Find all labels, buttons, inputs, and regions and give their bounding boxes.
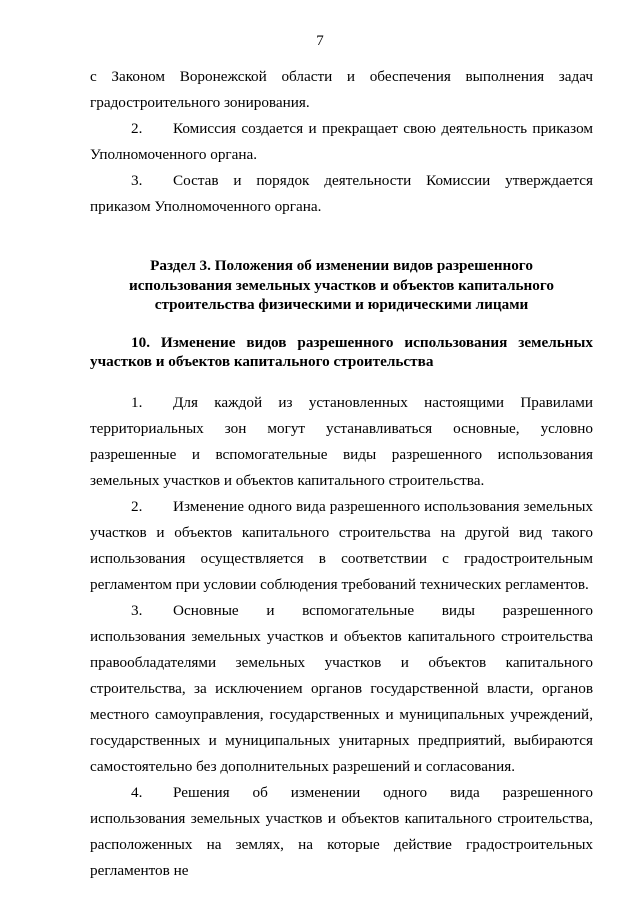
document-body — [90, 64, 593, 884]
paragraph-text: Комиссия создается и прекращает свою деятельность приказом Уполномоченного органа. — [90, 120, 593, 163]
section-title-line: Раздел 3. Положения об изменении видов разрешенного — [150, 257, 533, 274]
paragraph-clause-2 — [90, 116, 593, 168]
paragraph-clause-3 — [90, 168, 593, 220]
clause-number: 2. — [131, 120, 143, 137]
paragraph-article-clause-4 — [90, 780, 593, 884]
spacer — [90, 315, 593, 333]
paragraph-article-clause-3 — [90, 598, 593, 780]
paragraph-text: Состав и порядок деятельности Комиссии утверждается приказом Уполномоченного органа. — [90, 172, 593, 215]
clause-number: 1. — [131, 393, 143, 411]
paragraph-continuation — [90, 64, 593, 116]
spacer — [90, 220, 593, 256]
section-heading — [90, 256, 593, 315]
section-title-line: использования земельных участков и объектов капитального — [129, 276, 554, 294]
clause-number: 2. — [131, 497, 143, 515]
paragraph-text: Изменение одного вида разрешенного использования земельных участков и объектов капитального строительства на другой вид такого использования осуществляется в соответствии с градостроительным регламентом при условии соблюдения требований технических регламентов. — [90, 497, 593, 593]
clause-number: 3. — [131, 172, 143, 189]
paragraph-text: Для каждой из установленных настоящими Правилами территориальных зон могут устанавливаться основные, условно разрешенные и вспомогательные виды разрешенного использования земельных участков и объектов капитального строительства. — [90, 393, 593, 489]
spacer — [90, 372, 593, 390]
paragraph-article-clause-1 — [90, 390, 593, 494]
section-title-line: строительства физическими и юридическими лицами — [154, 296, 529, 313]
page-number: 7 — [316, 33, 324, 49]
paragraph-article-clause-2 — [90, 494, 593, 598]
paragraph-text: с Законом Воронежской области и обеспечения выполнения задач градостроительного зонирования. — [90, 68, 593, 111]
clause-number: 3. — [131, 601, 143, 619]
paragraph-text: Решения об изменении одного вида разрешенного использования земельных участков и объектов капитального строительства, расположенных на землях, на которые действие градостроительных регламентов не — [90, 783, 593, 879]
paragraph-text: Основные и вспомогательные виды разрешенного использования земельных участков и объектов капитального строительства правообладателями земельных участков и объектов капитального строительства, за исключением органов государственной власти, органов местного самоуправления, государственных и муниципальных учреждений, государственных и муниципальных унитарных предприятий, выбираются самостоятельно без дополнительных разрешений и согласования. — [90, 601, 593, 775]
clause-number: 4. — [131, 783, 143, 801]
article-heading: 10. Изменение видов разрешенного использования земельных участков и объектов капитального строительства — [90, 333, 593, 370]
